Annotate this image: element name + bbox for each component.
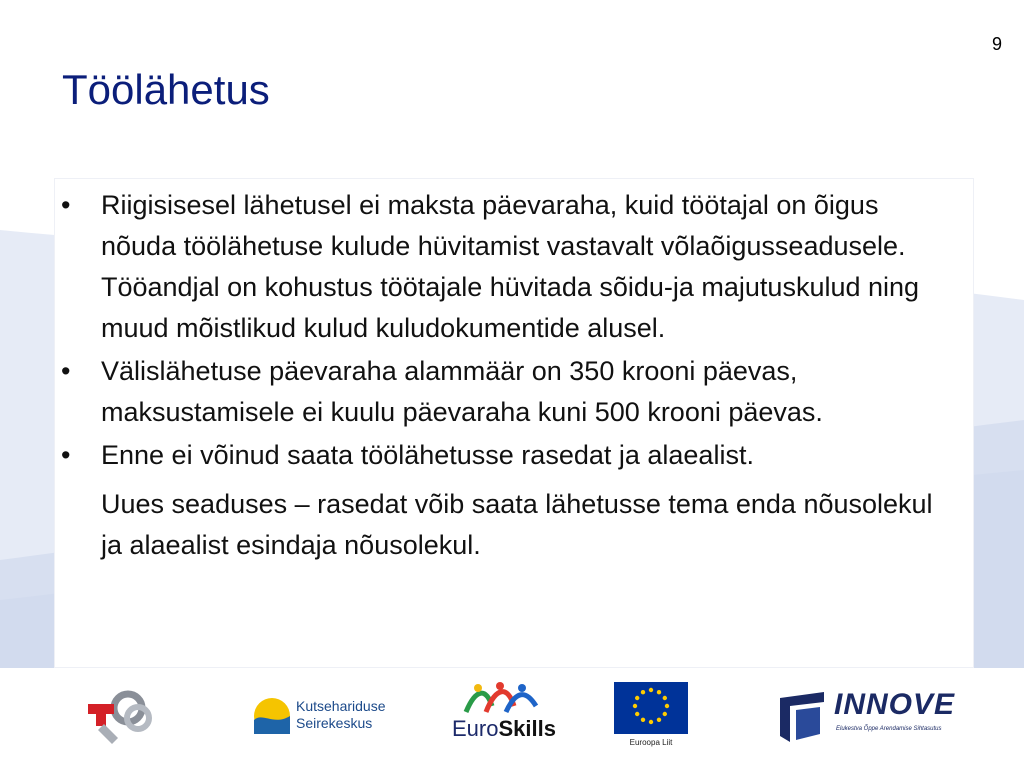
content-box [54,178,974,668]
sun-logo-icon [252,696,292,736]
bullet-text: Riigisisesel lähetusel ei maksta päevaraha, kuid töötajal on õigus nõuda töölähetuse kulude hüvitamist vastavalt võlaõigusseadusele. Tööandjal on kohustus töötajale hüvitada sõidu-ja majutuskulud ning muud mõistlikud kulud kuludokumentide alusel. [101,190,920,343]
bullet-symbol: • [61,440,71,470]
bullet-symbol: • [61,356,71,386]
bullet-item [55,185,973,349]
bullet-symbol: • [61,190,71,220]
innove-name: INNOVE [834,688,956,721]
bullet-text: Välislähetuse päevaraha alammäär on 350 krooni päevas, maksustamisele ei kuulu päevaraha kuni 500 krooni päevas. [101,356,823,427]
logo-bar [0,668,1024,768]
innove-tagline: Elukestva Õppe Arendamise Sihtasutus [836,726,942,732]
page-number: 9 [991,34,1002,54]
innove-emblem-icon [776,690,828,744]
kutsehariduse-line2: Seirekeskus [296,715,373,731]
slide-title: Töölähetus [62,66,270,113]
eu-flag-icon [614,682,688,734]
euroskills-euro: Euro [452,716,499,741]
eu-caption: Euroopa Liit [629,738,673,747]
keys-logo [84,684,158,748]
bullet-text: Enne ei võinud saata töölähetusse rasedat ja alaealist. [101,440,754,470]
bullet-item [55,435,973,476]
euroskills-skills: Skills [498,716,556,741]
euroskills-logo-text [452,716,556,742]
euroskills-figures-icon [456,682,546,716]
bullet-list [55,185,973,476]
kutsehariduse-logo-text [296,698,386,732]
continuation-text: Uues seaduses – rasedat võib saata lähetusse tema enda nõusolekul ja alaealist esindaja nõusolekul. [101,489,933,560]
bullet-item [55,351,973,433]
kutsehariduse-line1: Kutsehariduse [296,698,386,714]
